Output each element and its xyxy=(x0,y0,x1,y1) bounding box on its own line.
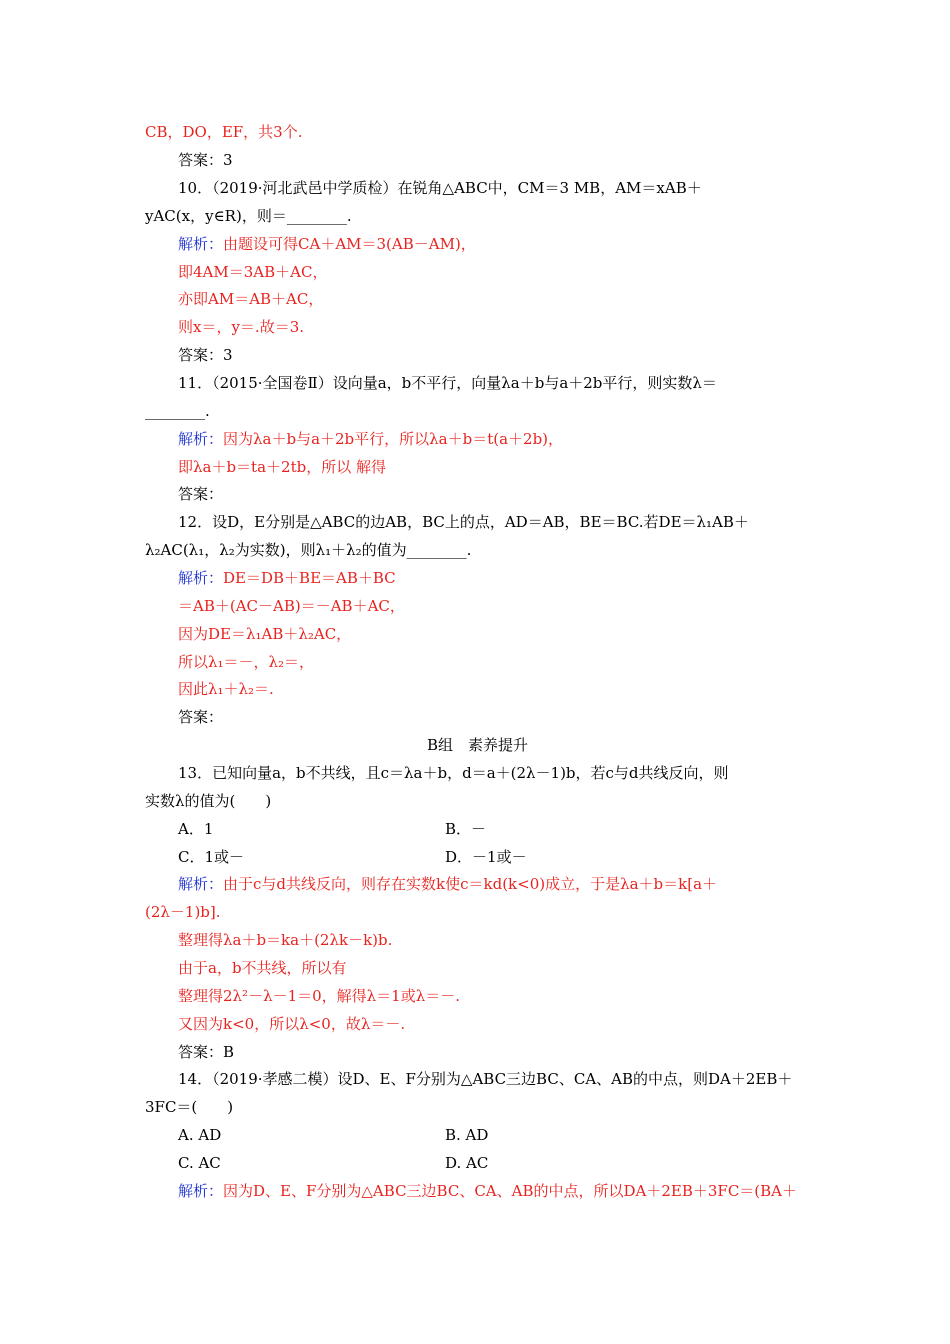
solution-line: 亦即AM＝AB＋AC， xyxy=(178,290,324,308)
question-10-line-1: 10．（2019·河北武邑中学质检）在锐角△ABC中，CM＝3 MB，AM＝xAB＋ xyxy=(178,179,702,197)
solution-line: 即4AM＝3AB＋AC， xyxy=(178,263,328,281)
solution-line: 由于a，b不共线，所以有 xyxy=(178,959,347,977)
solution-line xyxy=(178,873,810,895)
option-d: D. AC xyxy=(445,1154,489,1172)
option-b: B．－ xyxy=(445,820,487,838)
option-c: C. AC xyxy=(178,1154,221,1172)
solution-line xyxy=(178,233,810,255)
solution-line: 因此λ₁＋λ₂＝. xyxy=(178,680,274,698)
solution-line: (2λ－1)b]. xyxy=(145,903,221,921)
solution-line: ＝AB＋(AC－AB)＝－AB＋AC， xyxy=(178,597,405,615)
solution-line: 则x＝，y＝.故＝3. xyxy=(178,318,305,336)
answer-line: 答案：3 xyxy=(178,151,233,169)
text-line: CB，DO，EF，共3个. xyxy=(145,123,303,141)
question-14-line-2: 3FC＝( ) xyxy=(145,1098,234,1116)
solution-line xyxy=(178,567,810,589)
solution-label: 解析： xyxy=(178,875,224,893)
option-d: D．－1或－ xyxy=(445,848,527,866)
question-11-line-1: 11．（2015·全国卷Ⅱ）设向量a，b不平行，向量λa＋b与a＋2b平行，则实数λ＝ xyxy=(178,374,717,392)
solution-line: 所以λ₁＝－，λ₂＝， xyxy=(178,653,315,671)
question-13-line-1: 13．已知向量a，b不共线，且c＝λa＋b，d＝a＋(2λ－1)b，若c与d共线反向，则 xyxy=(178,764,729,782)
solution-label: 解析： xyxy=(178,1182,224,1200)
solution-line: 即λa＋b＝ta＋2tb，所以 解得 xyxy=(178,458,386,476)
solution-line: 整理得2λ²－λ－1＝0，解得λ＝1或λ＝－. xyxy=(178,987,460,1005)
question-11-line-2: ________. xyxy=(145,402,210,420)
solution-text: 由题设可得CA＋AM＝3(AB－AM)， xyxy=(223,235,476,253)
question-13-line-2: 实数λ的值为( ) xyxy=(145,792,272,810)
question-14-line-1: 14．（2019·孝感二模）设D、E、F分别为△ABC三边BC、CA、AB的中点，则DA＋2EB＋ xyxy=(178,1070,793,1088)
solution-text: 因为D、E、F分别为△ABC三边BC、CA、AB的中点，所以DA＋2EB＋3FC＝(BA＋ xyxy=(223,1182,798,1200)
solution-line: 因为DE＝λ₁AB＋λ₂AC， xyxy=(178,625,352,643)
solution-label: 解析： xyxy=(178,430,224,448)
solution-line xyxy=(178,428,810,450)
section-heading: B组 素养提升 xyxy=(426,736,529,754)
solution-line xyxy=(178,1180,810,1202)
option-a: A. AD xyxy=(178,1126,222,1144)
solution-text: 因为λa＋b与a＋2b平行，所以λa＋b＝t(a＋2b)， xyxy=(223,430,564,448)
solution-label: 解析： xyxy=(178,569,224,587)
solution-line: 整理得λa＋b＝ka＋(2λk－k)b. xyxy=(178,931,393,949)
option-a: A．1 xyxy=(178,820,214,838)
answer-line: 答案： xyxy=(178,485,224,503)
answer-line: 答案：B xyxy=(178,1043,235,1061)
solution-text: DE＝DB＋BE＝AB＋BC xyxy=(223,569,396,587)
solution-text: 由于c与d共线反向，则存在实数k使c＝kd(k<0)成立，于是λa＋b＝k[a＋ xyxy=(223,875,718,893)
option-c: C．1或－ xyxy=(178,848,245,866)
question-10-line-2: yAC(x，y∈R)，则＝________. xyxy=(145,207,352,225)
question-12-line-2: λ₂AC(λ₁，λ₂为实数)，则λ₁＋λ₂的值为________. xyxy=(145,541,472,559)
solution-label: 解析： xyxy=(178,235,224,253)
solution-line: 又因为k<0，所以λ<0，故λ＝－. xyxy=(178,1015,406,1033)
option-b: B. AD xyxy=(445,1126,489,1144)
question-12-line-1: 12．设D，E分别是△ABC的边AB，BC上的点，AD＝AB，BE＝BC.若DE＝λ₁AB＋ xyxy=(178,513,749,531)
answer-line: 答案： xyxy=(178,708,224,726)
answer-line: 答案：3 xyxy=(178,346,233,364)
